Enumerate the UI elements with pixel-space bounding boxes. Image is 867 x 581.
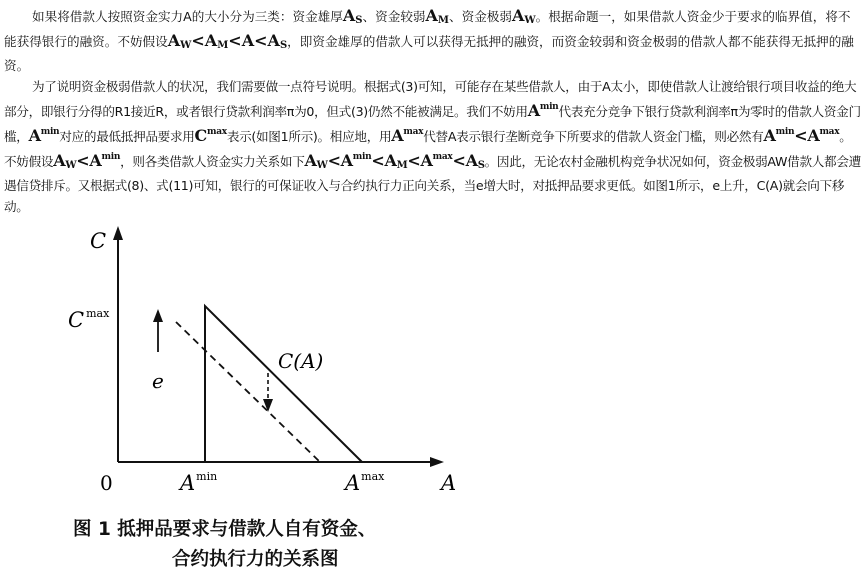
math-c-max: $C^{max}$ <box>194 126 227 146</box>
figure-caption-line-1: 图 1 抵押品要求与借款人自有资金、 <box>73 519 377 540</box>
cmax-label: C $^{max}$ <box>68 307 110 332</box>
p1-text-b: 、资金较弱 <box>362 9 426 24</box>
p1-text-e: ，即资金雄厚的借款人可以获得无抵押的融资，而资金较弱和资金极弱的借款人都不能获得无抵押的融资。 <box>4 34 854 74</box>
e-arrow-head <box>153 309 163 322</box>
curve-label: C(A) <box>278 349 324 373</box>
shift-arrow-head <box>263 399 273 412</box>
p1-text-a: 如果将借款人按照资金实力A的大小分为三类：资金雄厚 <box>32 9 343 24</box>
y-axis-arrow <box>113 226 123 240</box>
p2-text-f: 。不妨假设 <box>4 129 852 170</box>
math-a-w: $A_W$ <box>511 6 536 26</box>
x-axis-label: A <box>441 471 457 495</box>
p1-text-d: 。根据命题一，如果借款人资金少于要求的临界值，将不能获得银行的融资。不妨假设 <box>4 9 851 50</box>
origin-label: 0 <box>100 471 113 495</box>
math-inequality-chain: $A_W<A^{min}<A_M<A^{max}<A_S$ <box>304 151 485 172</box>
math-a-m: $A_M$ <box>425 6 449 26</box>
p2-text-b: 代表充分竞争下银行贷款利润率π为零时的借款人资金门槛， <box>4 103 861 145</box>
p2-text-c: 对应的最低抵押品要求用 <box>59 129 195 145</box>
math-inequality-2: $A^{min}<A^{max}$ <box>763 126 840 146</box>
math-a-max: $A^{max}$ <box>391 126 424 146</box>
y-axis-label: C <box>90 229 107 253</box>
amin-label: $A^{min}$ <box>180 470 218 495</box>
p2-text-h: 。因此，无论农村金融机构竞争状况如何，资金极弱AW借款人都会遭遇信贷排斥。又根据式(8)、式(11)可知，银行的可保证收入与合约执行力正向关系，当e增大时，对抵押品要求更低。如图1所示，e上升，C(A)就会向下移动。 <box>4 154 861 214</box>
p2-text-e: 代替A表示银行垄断竞争下所要求的借款人资金门槛，则必然有 <box>423 129 764 145</box>
shifted-curve-dashed <box>176 322 320 462</box>
e-label: e <box>152 369 164 393</box>
math-a-s: $A_S$ <box>342 6 363 26</box>
c-of-a-curve <box>205 306 362 462</box>
math-a-min: $A^{min}$ <box>527 100 559 120</box>
math-inequality-1: $A_W<A_M<A<A_S$ <box>167 31 288 52</box>
amax-label: $A^{max}$ <box>345 470 385 495</box>
figure-caption-line-2: 合约执行力的关系图 <box>172 549 339 570</box>
math-a-min-2: $A^{min}$ <box>28 126 60 146</box>
p2-text-g: ，则各类借款人资金实力关系如下 <box>120 154 305 170</box>
x-axis-arrow <box>430 457 444 467</box>
math-inequality-3: $A_W<A^{min}$ <box>53 151 121 172</box>
p2-text-a: 为了说明资金极弱借款人的状况，我们需要做一点符号说明。根据式(3)可知，可能存在某些借款人，由于A太小，即使借款人让渡给银行项目收益的绝大部分，即银行分得的R1接近R，或者银行贷款利润率π为0，但式(3)仍然不能被满足。我们不妨用 <box>4 78 857 119</box>
p1-text-c: 、资金极弱 <box>449 9 512 24</box>
p2-text-d: 表示(如图1所示)。相应地，用 <box>226 129 392 145</box>
